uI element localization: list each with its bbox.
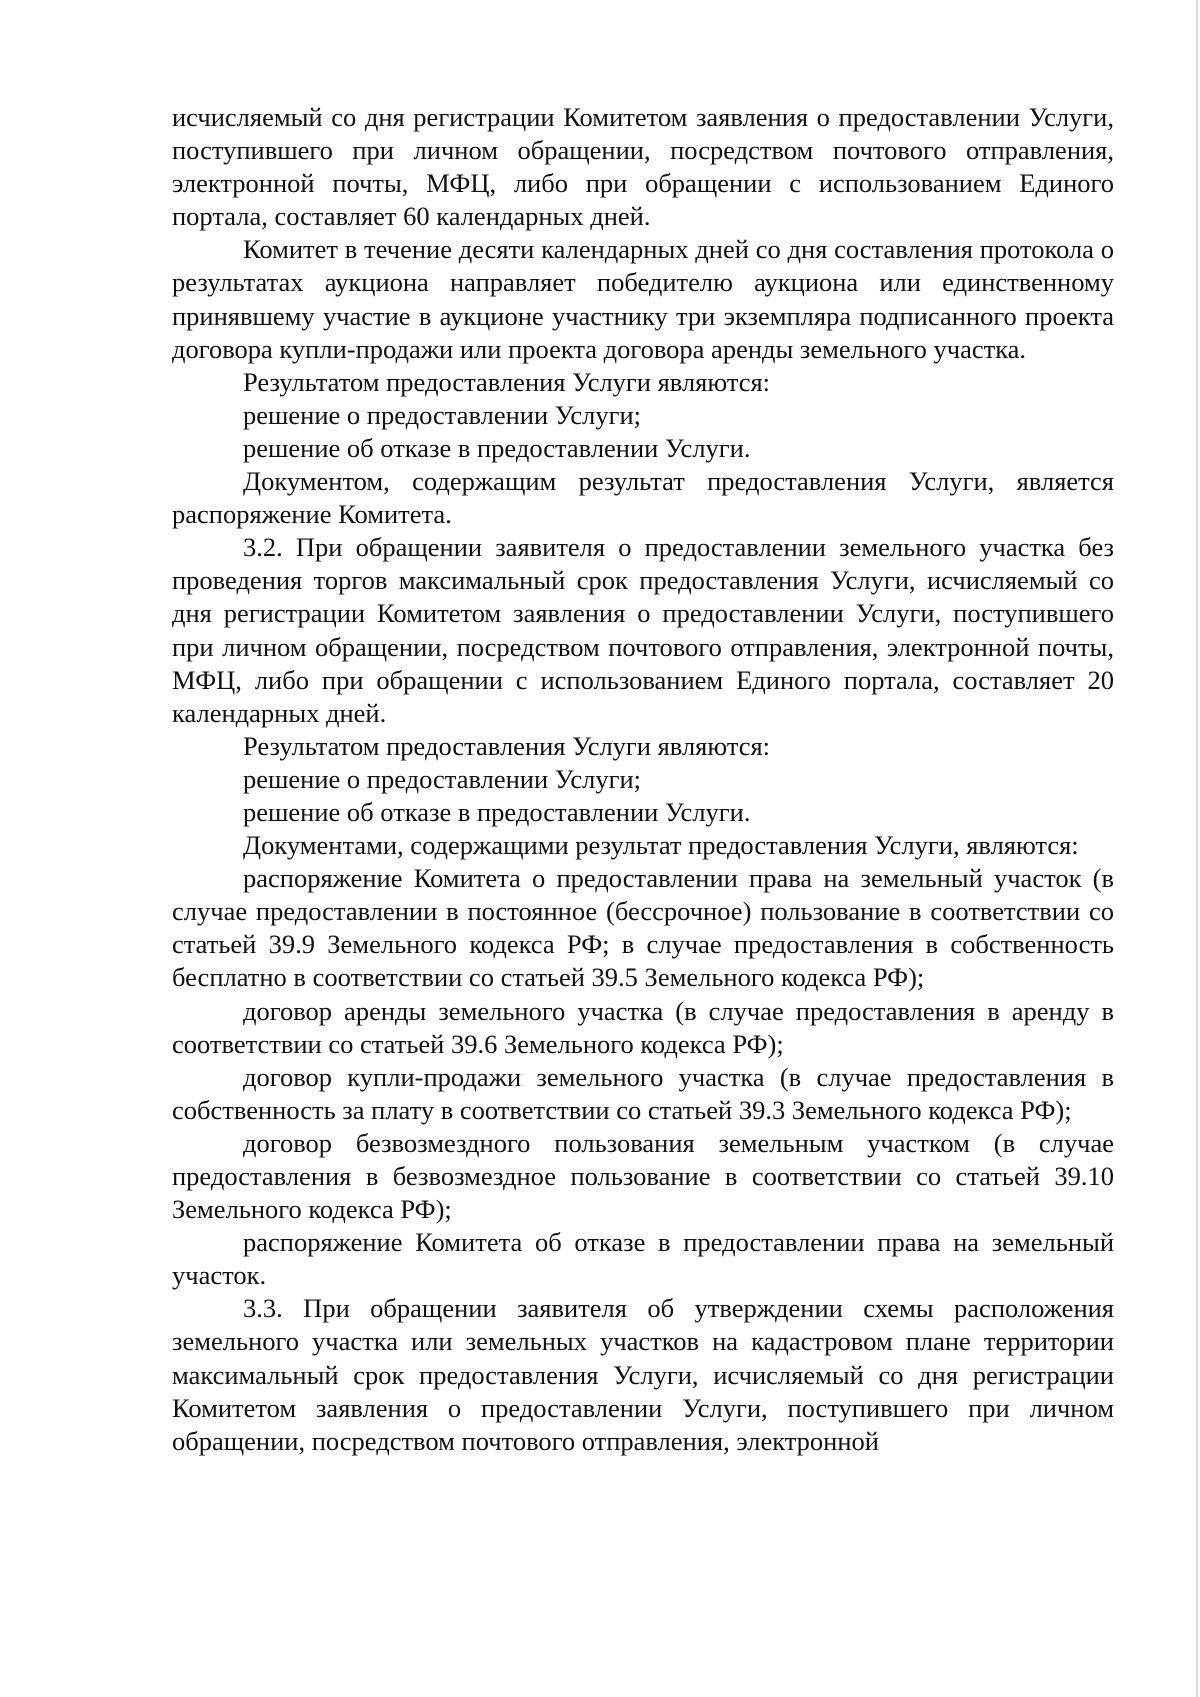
paragraph: решение о предоставлении Услуги; xyxy=(243,399,642,430)
section-3-3-paragraph: 3.3. При обращении заявителя об утверждении схемы расположения земельного участка или земельных участков на кадастровом плане территории максимальный срок предоставления Услуги, исчисляемый со дня регистрации Комитетом заявления о предоставлении Услуги, поступившего при личном обращении, посредством почтового отправления, электронной xyxy=(172,1293,1114,1456)
document-body xyxy=(172,101,1114,1458)
paragraph: Документом, содержащим результат предоставления Услуги, является распоряжение Комитета. xyxy=(172,466,1114,530)
paragraph: Комитет в течение десяти календарных дней со дня составления протокола о результатах аукциона направляет победителю аукциона или единственному принявшему участие в аукционе участнику три экземпляра подписанного проекта договора купли-продажи или проекта договора аренды земельного участка. xyxy=(172,234,1114,364)
paragraph: решение о предоставлении Услуги; xyxy=(243,763,642,794)
paragraph: распоряжение Комитета об отказе в предоставлении права на земельный участок. xyxy=(172,1227,1114,1291)
paragraph: Результатом предоставления Услуги являются: xyxy=(243,730,771,761)
paragraph: исчисляемый со дня регистрации Комитетом заявления о предоставлении Услуги, поступившего при личном обращении, посредством почтового отправления, электронной почты, МФЦ, либо при обращении с использованием Единого портала, составляет 60 календарных дней. xyxy=(172,102,1114,232)
paragraph: решение об отказе в предоставлении Услуги. xyxy=(243,796,751,827)
page-edge-divider xyxy=(1196,0,1198,1697)
paragraph: Результатом предоставления Услуги являются: xyxy=(243,366,771,397)
section-3-2-paragraph: 3.2. При обращении заявителя о предоставлении земельного участка без проведения торгов максимальный срок предоставления Услуги, исчисляемый со дня регистрации Комитетом заявления о предоставлении Услуги, поступившего при личном обращении, посредством почтового отправления, электронной почты, МФЦ, либо при обращении с использованием Единого портала, составляет 20 календарных дней. xyxy=(172,532,1114,728)
paragraph: распоряжение Комитета о предоставлении права на земельный участок (в случае предоставлении в постоянное (бессрочное) пользование в соответствии со статьей 39.9 Земельного кодекса РФ; в случае предоставления в собственность бесплатно в соответствии со статьей 39.5 Земельного кодекса РФ); xyxy=(172,863,1114,993)
paragraph: договор купли-продажи земельного участка (в случае предоставления в собственность за плату в соответствии со статьей 39.3 Земельного кодекса РФ); xyxy=(172,1061,1114,1125)
paragraph: решение об отказе в предоставлении Услуги. xyxy=(243,432,751,463)
paragraph: Документами, содержащими результат предоставления Услуги, являются: xyxy=(243,830,1079,861)
paragraph: договор аренды земельного участка (в случае предоставления в аренду в соответствии со статьей 39.6 Земельного кодекса РФ); xyxy=(172,995,1114,1059)
paragraph: договор безвозмездного пользования земельным участком (в случае предоставления в безвозмездное пользование в соответствии со статьей 39.10 Земельного кодекса РФ); xyxy=(172,1127,1114,1225)
